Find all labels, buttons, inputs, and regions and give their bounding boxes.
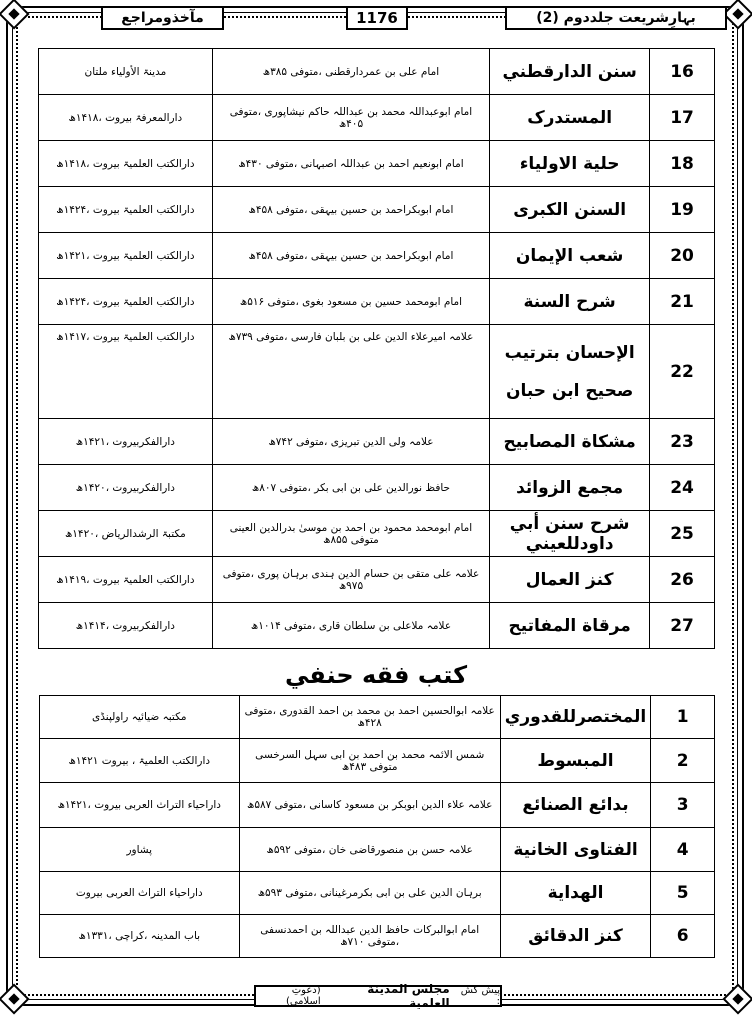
row-number-cell: 23 [650,419,715,465]
table-row [40,739,715,783]
page-number: 1176 [346,6,408,30]
book-title-cell [490,557,650,603]
publisher-cell: دارالفکربیروت ،۱۴۲۰ھ [39,465,213,511]
book-title: السنن الكبرى [513,199,627,220]
footer-credit [254,982,502,1010]
table-row [39,419,715,465]
author-cell: حافظ نورالدین علی بن ابی بکر ،متوفی ۸۰۷ھ [212,465,489,511]
table-row [40,828,715,872]
publisher-cell: دارالکتب العلمیۃ بیروت ،۱۴۱۷ھ [39,325,213,419]
author-cell: شمس الائمہ محمد بن احمد بن ابی سہل السرخسی متوفی ۴۸۳ھ [239,739,500,783]
book-title: الإحسان بترتيب [504,342,635,363]
author-cell: امام ابوعبداللہ محمد بن عبداللہ حاکم نیشاپوری ،متوفی ۴۰۵ھ [212,95,489,141]
book-title-cell [500,828,650,872]
section-heading: كتب فقه حنفي [284,661,468,689]
row-number-cell: 16 [650,49,715,95]
footer-presenter: پیش کش : [460,985,500,1007]
publisher-cell: دارالکتب العلمیۃ بیروت ،۱۴۲۴ھ [39,187,213,233]
publisher-cell: دارالکتب العلمیۃ بیروت ،۱۴۲۴ھ [39,279,213,325]
row-number-cell: 26 [650,557,715,603]
publisher-cell: داراحیاء التراث العربی بیروت [40,872,240,915]
book-title-cell [490,279,650,325]
row-number-cell: 22 [650,325,715,419]
table-row [39,233,715,279]
table-row [39,603,715,649]
publisher-cell: مکتبہ ضیائیہ راولپنڈی [40,696,240,739]
table-row [39,279,715,325]
publisher-cell: مکتبۃ الرشدالریاض ،۱۴۲۰ھ [39,511,213,557]
book-title-cell [500,739,650,783]
book-title: المبسوط [537,750,614,771]
author-cell: علامہ ملاعلی بن سلطان قاری ،متوفی ۱۰۱۴ھ [212,603,489,649]
author-cell: علامہ امیرعلاء الدین علی بن بلبان فارسی ،متوفی ۷۳۹ھ [212,325,489,419]
publisher-cell: باب المدینہ ،کراچی ،۱۳۳۱ھ [40,915,240,958]
footer-sub: (دعوتِ اسلامی) [285,985,321,1007]
publisher-cell: دارالفکربیروت ،۱۴۱۴ھ [39,603,213,649]
book-title-line2: صحيح ابن حبان [505,380,634,401]
references-table-fiqh [39,695,715,958]
publisher-cell: پشاور [40,828,240,872]
table-row [40,872,715,915]
book-title: مرقاة المفاتيح [508,615,631,636]
book-title: شرح سنن أبي داودللعيني [509,513,630,554]
book-title-cell [490,419,650,465]
table-row [39,49,715,95]
book-title: كنز العمال [525,569,614,590]
row-number-cell: 2 [651,739,715,783]
book-title: شرح السنة [523,291,616,312]
publisher-cell: دارالمعرفۃ بیروت ،۱۴۱۸ھ [39,95,213,141]
row-number-cell: 24 [650,465,715,511]
row-number-cell: 27 [650,603,715,649]
row-number-cell: 6 [651,915,715,958]
publisher-cell: دارالفکربیروت ،۱۴۲۱ھ [39,419,213,465]
book-title-cell [500,696,650,739]
row-number-cell: 20 [650,233,715,279]
publisher-cell: دارالکتب العلمیۃ ، بیروت ۱۴۲۱ھ [40,739,240,783]
table-row [39,557,715,603]
table-row [40,783,715,828]
table-row [39,141,715,187]
references-table-hadith [38,48,715,649]
book-title: الفتاوى الخانية [513,839,638,860]
publisher-cell: مدینۃ الأولیاء ملتان [39,49,213,95]
row-number-cell: 18 [650,141,715,187]
row-number-cell: 3 [651,783,715,828]
author-cell: امام علی بن عمردارقطنی ،متوفی ۳۸۵ھ [212,49,489,95]
publisher-cell: دارالکتب العلمیۃ بیروت ،۱۴۱۸ھ [39,141,213,187]
row-number-cell: 17 [650,95,715,141]
table-row [39,465,715,511]
book-title: كنز الدقائق [528,926,623,946]
author-cell: امام ابومحمد محمود بن احمد بن موسیٰ بدرالدین العینی متوفی ۸۵۵ھ [212,511,489,557]
author-cell: امام ابوبکراحمد بن حسین بیہقی ،متوفی ۴۵۸ھ [212,187,489,233]
book-title: شعب الإيمان [515,245,624,266]
book-title-cell [490,325,650,419]
book-title: حلية الاولياء [519,153,620,174]
row-number-cell: 4 [651,828,715,872]
book-title: المستدرک [527,107,613,128]
author-cell: برہان الدین علی بن ابی بکرمرغینانی ،متوفی ۵۹۳ھ [239,872,500,915]
book-title-cell [490,603,650,649]
author-cell: علامہ حسن بن منصورقاضی خان ،متوفی ۵۹۲ھ [239,828,500,872]
book-title-cell [490,233,650,279]
row-number-cell: 25 [650,511,715,557]
book-title-cell [490,141,650,187]
book-title: بہارِشریعت جلددوم (2) [505,6,727,30]
section-title: مآخذومراجع [101,6,224,30]
author-cell: امام ابوبکراحمد بن حسین بیہقی ،متوفی ۴۵۸ھ [212,233,489,279]
book-title-cell [500,915,650,958]
row-number-cell: 21 [650,279,715,325]
author-cell: علامہ علی متقی بن حسام الدین ہندی برہان پوری ،متوفی ۹۷۵ھ [212,557,489,603]
author-cell: علامہ علاء الدین ابوبکر بن مسعود کاسانی ،متوفی ۵۸۷ھ [239,783,500,828]
book-title-cell [490,95,650,141]
book-title-cell [490,49,650,95]
publisher-cell: دارالکتب العلمیۃ بیروت ،۱۴۲۱ھ [39,233,213,279]
book-title-cell [490,465,650,511]
book-title: مشكاة المصابيح [503,431,636,452]
author-cell: علامہ ابوالحسین احمد بن محمد بن احمد القدوری ،متوفی ۴۲۸ھ [239,696,500,739]
table-row [40,696,715,739]
book-title-cell [490,187,650,233]
footer-org: مجلس المدينة العلمية [367,982,450,1010]
book-title: الهداية [547,883,604,903]
publisher-cell: دارالکتب العلمیۃ بیروت ،۱۴۱۹ھ [39,557,213,603]
row-number-cell: 5 [651,872,715,915]
author-cell: علامہ ولی الدین تبریزی ،متوفی ۷۴۲ھ [212,419,489,465]
table-row [39,325,715,419]
author-cell: امام ابوالبرکات حافظ الدین عبداللہ بن احمدنسفی ،متوفی ۷۱۰ھ [239,915,500,958]
table-row [39,95,715,141]
author-cell: امام ابومحمد حسین بن مسعود بغوی ،متوفی ۵۱۶ھ [212,279,489,325]
book-title-cell [500,783,650,828]
table-row [39,187,715,233]
book-title-cell [490,511,650,557]
row-number-cell: 19 [650,187,715,233]
table-row [39,511,715,557]
table-row [40,915,715,958]
publisher-cell: داراحیاء التراث العربی بیروت ،۱۴۲۱ھ [40,783,240,828]
row-number-cell: 1 [651,696,715,739]
book-title: مجمع الزوائد [516,477,624,498]
author-cell: امام ابونعیم احمد بن عبداللہ اصبہانی ،متوفی ۴۳۰ھ [212,141,489,187]
book-title: المختصرللقدوري [504,707,647,727]
book-title: بدائع الصنائع [522,795,629,815]
book-title: سنن الدارقطني [502,61,637,82]
book-title-cell [500,872,650,915]
